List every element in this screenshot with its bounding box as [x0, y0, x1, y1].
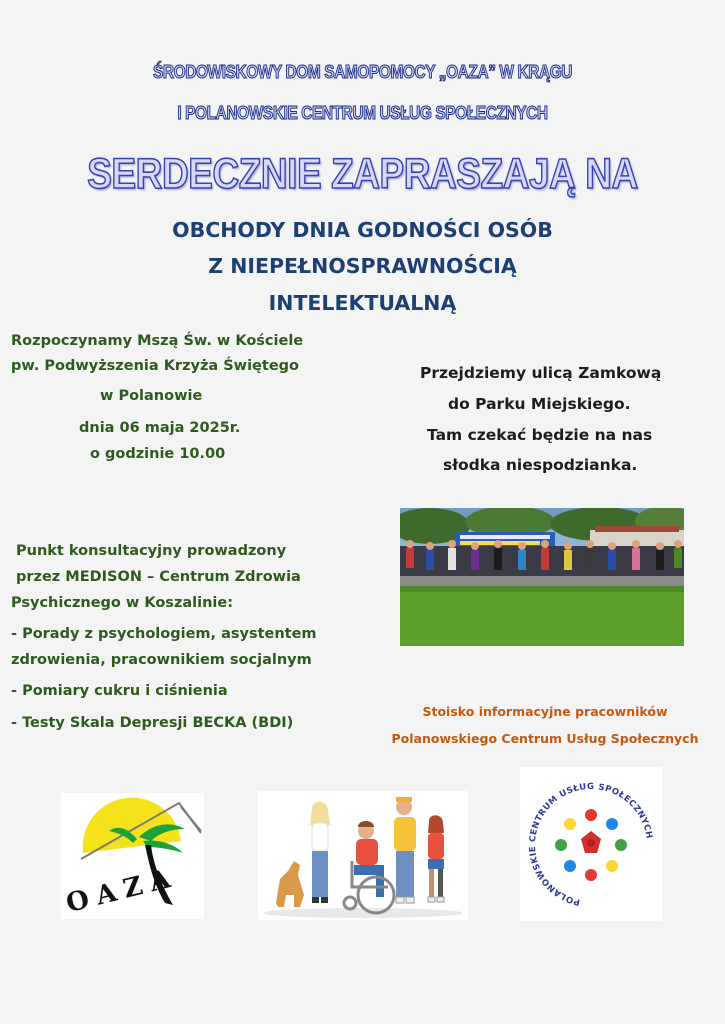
stand-line-1: Stoisko informacyjne pracowników [422, 704, 668, 719]
mass-time: o godzinie 10.00 [90, 446, 226, 462]
march-photo [400, 508, 684, 646]
march-line-1: Przejdziemy ulicą Zamkową [420, 364, 662, 382]
march-line-3: Tam czekać będzie na nas [427, 426, 653, 444]
consult-item-3: - Testy Skala Depresji BECKA (BDI) [11, 715, 294, 731]
organizer-line-1: ŚRODOWISKOWY DOM SAMOPOMOCY „OAZA” W KRĄGU [152, 62, 573, 82]
oaza-logo [61, 793, 204, 919]
consult-line-3: Psychicznego w Koszalinie: [11, 595, 234, 611]
consult-line-1: Punkt konsultacyjny prowadzony [16, 543, 287, 559]
event-title-line-2: Z NIEPEŁNOSPRAWNOŚCIĄ [208, 254, 517, 278]
mass-line-1: Rozpoczynamy Mszą Św. w Kościele [11, 333, 304, 349]
event-title-line-3: INTELEKTUALNĄ [268, 291, 457, 315]
mass-date: dnia 06 maja 2025r. [79, 420, 241, 436]
event-title-line-1: OBCHODY DNIA GODNOŚCI OSÓB [172, 218, 553, 242]
invitation-heading: SERDECZNIE ZAPRASZAJĄ NA [87, 150, 638, 198]
organizer-line-2: I POLANOWSKIE CENTRUM USŁUG SPOŁECZNYCH [177, 103, 548, 123]
consult-item-2: - Pomiary cukru i ciśnienia [11, 683, 228, 699]
pcus-logo [520, 767, 662, 921]
march-line-2: do Parku Miejskiego. [448, 395, 631, 413]
inclusion-illustration [258, 791, 468, 920]
consult-item-1b: zdrowienia, pracownikiem socjalnym [11, 652, 312, 668]
oaza-logo-text: OAZA [63, 862, 182, 920]
pcus-ring-text: POLANOWSKIE CENTRUM USŁUG SPOŁECZNYCH [527, 781, 654, 907]
march-line-4: słodka niespodzianka. [443, 456, 638, 474]
mass-line-2: pw. Podwyższenia Krzyża Świętego [11, 358, 299, 374]
mass-line-3: w Polanowie [100, 388, 203, 404]
consult-line-2: przez MEDISON – Centrum Zdrowia [16, 569, 301, 585]
stand-line-2: Polanowskiego Centrum Usług Społecznych [391, 731, 699, 746]
consult-item-1a: - Porady z psychologiem, asystentem [11, 626, 317, 642]
